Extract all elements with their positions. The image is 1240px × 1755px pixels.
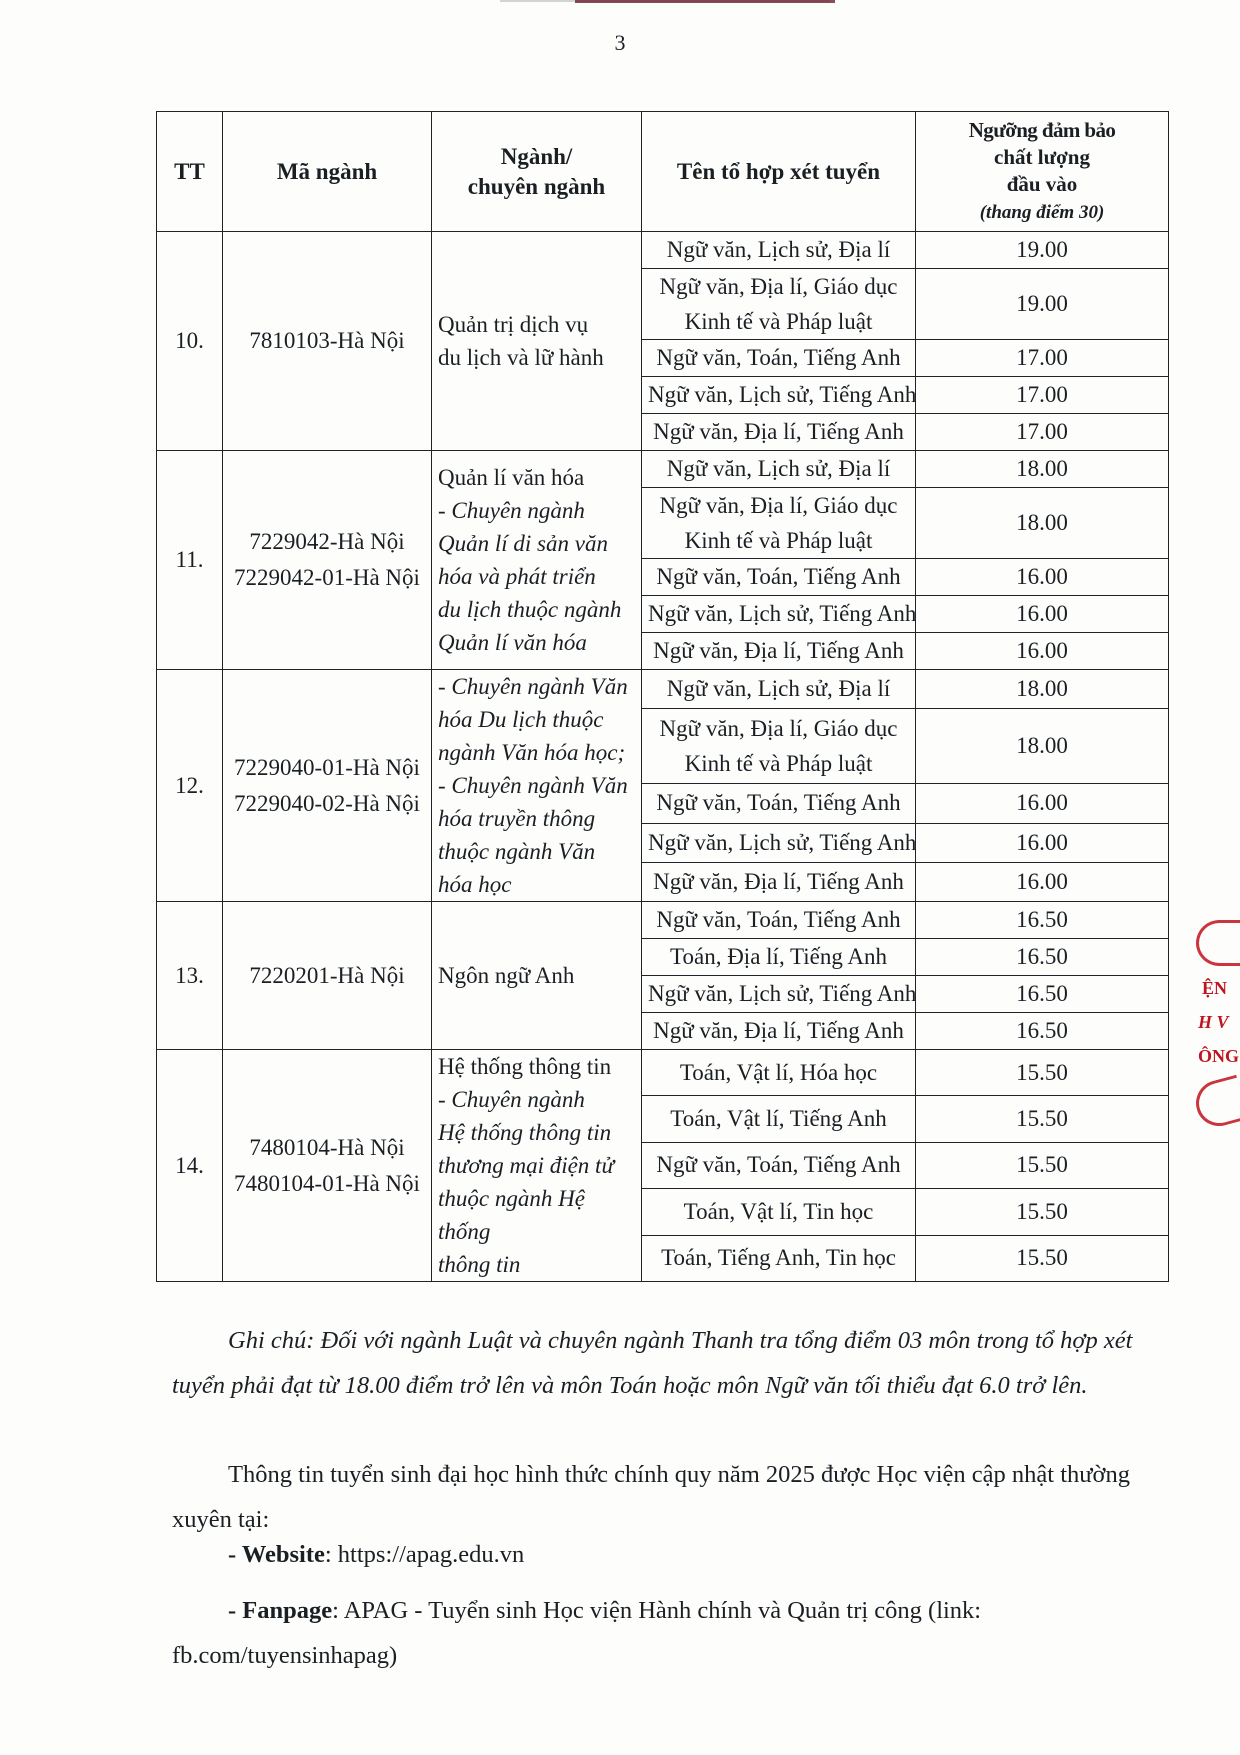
major-name-line: Quản trị dịch vụ xyxy=(438,312,589,337)
threshold-score: 18.00 xyxy=(916,488,1169,559)
major-code: 7220201-Hà Nội xyxy=(249,962,405,988)
major-name-line: Quản lí di sản văn xyxy=(438,531,608,556)
row-number: 14. xyxy=(157,1050,223,1282)
major-name-line: du lịch và lữ hành xyxy=(438,345,604,370)
major-name-line: - Chuyên ngành Văn xyxy=(438,773,628,798)
major-code: 7480104-01-Hà Nội xyxy=(234,1170,420,1196)
threshold-score: 17.00 xyxy=(916,377,1169,414)
threshold-score: 19.00 xyxy=(916,269,1169,340)
subject-combination: Ngữ văn, Toán, Tiếng Anh xyxy=(642,559,916,596)
major-name-cell xyxy=(432,902,642,1050)
subject-combination: Toán, Vật lí, Tin học xyxy=(642,1189,916,1235)
fanpage-line xyxy=(172,1588,1144,1678)
major-code: 7229040-01-Hà Nội xyxy=(234,754,420,780)
header-major-line1: Ngành/ xyxy=(500,143,573,169)
threshold-score: 16.00 xyxy=(916,862,1169,901)
subject-combination: Ngữ văn, Lịch sử, Tiếng Anh xyxy=(642,823,916,862)
major-name-line: thông tin xyxy=(438,1252,521,1277)
threshold-score: 15.50 xyxy=(916,1142,1169,1188)
stamp-arc-bottom xyxy=(1191,1075,1240,1132)
threshold-score: 15.50 xyxy=(916,1235,1169,1281)
threshold-score: 16.00 xyxy=(916,596,1169,633)
threshold-score: 15.50 xyxy=(916,1189,1169,1235)
row-number: 12. xyxy=(157,670,223,902)
threshold-score: 15.50 xyxy=(916,1050,1169,1096)
red-seal-stamp xyxy=(1196,920,1240,1130)
website-link[interactable]: : https://apag.edu.vn xyxy=(324,1541,525,1568)
subject-combination: Ngữ văn, Toán, Tiếng Anh xyxy=(642,902,916,939)
header-code: Mã ngành xyxy=(223,112,432,232)
subject-combination: Ngữ văn, Lịch sử, Địa lí xyxy=(642,451,916,488)
subject-combination-line: Kinh tế và Pháp luật xyxy=(684,528,873,553)
major-name-line: - Chuyên ngành xyxy=(438,498,585,523)
major-code: 7480104-Hà Nội xyxy=(249,1134,405,1160)
major-name-cell xyxy=(432,232,642,451)
threshold-score: 15.50 xyxy=(916,1096,1169,1142)
threshold-score: 16.50 xyxy=(916,1013,1169,1050)
subject-combination: Ngữ văn, Địa lí, Tiếng Anh xyxy=(642,862,916,901)
subject-combination xyxy=(642,269,916,340)
major-name-cell xyxy=(432,1050,642,1282)
threshold-score: 18.00 xyxy=(916,451,1169,488)
row-number: 11. xyxy=(157,451,223,670)
subject-combination: Toán, Vật lí, Hóa học xyxy=(642,1050,916,1096)
subject-combination-line: Ngữ văn, Địa lí, Giáo dục xyxy=(659,274,898,299)
subject-combination: Ngữ văn, Địa lí, Tiếng Anh xyxy=(642,633,916,670)
table-row xyxy=(157,232,1169,269)
info-paragraph: Thông tin tuyển sinh đại học hình thức chính quy năm 2025 được Học viện cập nhật thường xuyên tại: xyxy=(172,1461,1130,1533)
major-code-cell xyxy=(223,451,432,670)
major-name-line: Ngôn ngữ Anh xyxy=(438,963,575,988)
header-major-line2: chuyên ngành xyxy=(467,173,606,199)
major-name-line: Hệ thống thông tin xyxy=(438,1120,612,1145)
stamp-text-1: ỆN xyxy=(1202,978,1228,998)
subject-combination: Ngữ văn, Toán, Tiếng Anh xyxy=(642,784,916,823)
table-row xyxy=(157,670,1169,709)
threshold-score: 16.00 xyxy=(916,784,1169,823)
major-name-line: thương mại điện tử xyxy=(438,1153,614,1178)
major-name-line: du lịch thuộc ngành xyxy=(438,597,622,622)
threshold-score: 16.50 xyxy=(916,939,1169,976)
threshold-score: 16.00 xyxy=(916,823,1169,862)
threshold-score: 17.00 xyxy=(916,414,1169,451)
table-header-row xyxy=(157,112,1169,232)
header-score xyxy=(916,112,1169,232)
header-major xyxy=(432,112,642,232)
table-row xyxy=(157,1050,1169,1096)
major-name-line: - Chuyên ngành Văn xyxy=(438,674,628,699)
table-row xyxy=(157,451,1169,488)
major-code: 7229042-01-Hà Nội xyxy=(234,565,420,590)
major-name-line: hóa học xyxy=(438,872,512,897)
fanpage-link[interactable]: : APAG - Tuyển sinh Học viện Hành chính và Quản trị công (link: fb.com/tuyensinhapag) xyxy=(172,1597,982,1669)
subject-combination: Ngữ văn, Địa lí, Tiếng Anh xyxy=(642,414,916,451)
major-code-cell xyxy=(223,1050,432,1282)
row-number: 10. xyxy=(157,232,223,451)
page-number: 3 xyxy=(614,30,626,55)
stamp-text-3: ÔNG xyxy=(1198,1046,1240,1066)
header-score-scale: (thang điểm 30) xyxy=(979,202,1105,223)
threshold-score: 16.00 xyxy=(916,633,1169,670)
subject-combination: Toán, Địa lí, Tiếng Anh xyxy=(642,939,916,976)
threshold-score: 18.00 xyxy=(916,709,1169,784)
subject-combination: Ngữ văn, Địa lí, Tiếng Anh xyxy=(642,1013,916,1050)
major-code: 7229040-02-Hà Nội xyxy=(234,790,420,816)
major-name-line: Hệ thống thông tin xyxy=(438,1054,612,1079)
major-name-line: Quản lí văn hóa xyxy=(438,465,585,490)
major-name-line: - Chuyên ngành xyxy=(438,1087,585,1112)
row-number: 13. xyxy=(157,902,223,1050)
stamp-text-2: H V xyxy=(1198,1012,1229,1032)
major-name-line: Quản lí văn hóa xyxy=(438,630,587,655)
subject-combination: Ngữ văn, Lịch sử, Địa lí xyxy=(642,670,916,709)
major-name-line: hóa truyền thông xyxy=(438,806,596,831)
subject-combination-line: Kinh tế và Pháp luật xyxy=(684,309,873,334)
header-combo: Tên tổ hợp xét tuyển xyxy=(642,112,916,232)
subject-combination-line: Ngữ văn, Địa lí, Giáo dục xyxy=(659,493,898,518)
subject-combination: Ngữ văn, Toán, Tiếng Anh xyxy=(642,340,916,377)
header-score-line2: chất lượng xyxy=(994,145,1090,169)
header-score-line3: đầu vào xyxy=(1006,172,1078,196)
major-code-cell xyxy=(223,902,432,1050)
subject-combination: Ngữ văn, Lịch sử, Tiếng Anh xyxy=(642,596,916,633)
subject-combination xyxy=(642,488,916,559)
major-name-line: thuộc ngành Văn xyxy=(438,839,596,864)
major-code-cell xyxy=(223,232,432,451)
subject-combination: Ngữ văn, Toán, Tiếng Anh xyxy=(642,1142,916,1188)
major-code: 7810103-Hà Nội xyxy=(249,328,405,353)
subject-combination xyxy=(642,709,916,784)
threshold-score: 16.00 xyxy=(916,559,1169,596)
major-code-cell xyxy=(223,670,432,902)
header-score-line1: Ngưỡng đảm bảo xyxy=(968,118,1116,142)
header-tt: TT xyxy=(157,112,223,232)
major-name-cell xyxy=(432,670,642,902)
subject-combination: Ngữ văn, Lịch sử, Tiếng Anh xyxy=(642,976,916,1013)
header-decoration-bar xyxy=(575,0,835,3)
major-name-cell xyxy=(432,451,642,670)
note-paragraph: Ghi chú: Đối với ngành Luật và chuyên ngành Thanh tra tổng điểm 03 môn trong tổ hợp xét tuyển phải đạt từ 18.00 điểm trở lên và môn Toán hoặc môn Ngữ văn tối thiểu đạt 6.0 trở lên. xyxy=(172,1327,1133,1399)
stamp-arc-top xyxy=(1196,920,1240,966)
threshold-score: 16.50 xyxy=(916,976,1169,1013)
table-row xyxy=(157,902,1169,939)
admission-threshold-table xyxy=(156,111,1169,1282)
threshold-score: 18.00 xyxy=(916,670,1169,709)
major-name-line: hóa Du lịch thuộc xyxy=(438,707,604,732)
website-label: - Website xyxy=(228,1541,325,1568)
fanpage-label: - Fanpage xyxy=(228,1597,333,1624)
subject-combination: Toán, Vật lí, Tiếng Anh xyxy=(642,1096,916,1142)
threshold-score: 17.00 xyxy=(916,340,1169,377)
major-code: 7229042-Hà Nội xyxy=(249,529,405,554)
major-name-line: hóa và phát triển xyxy=(438,564,596,589)
threshold-score: 16.50 xyxy=(916,902,1169,939)
subject-combination-line: Kinh tế và Pháp luật xyxy=(684,751,873,777)
website-line xyxy=(228,1541,524,1569)
subject-combination: Ngữ văn, Lịch sử, Địa lí xyxy=(642,232,916,269)
subject-combination-line: Ngữ văn, Địa lí, Giáo dục xyxy=(659,716,898,742)
threshold-score: 19.00 xyxy=(916,232,1169,269)
major-name-line: thuộc ngành Hệ thống xyxy=(438,1186,585,1244)
subject-combination: Toán, Tiếng Anh, Tin học xyxy=(642,1235,916,1281)
subject-combination: Ngữ văn, Lịch sử, Tiếng Anh xyxy=(642,377,916,414)
major-name-line: ngành Văn hóa học; xyxy=(438,740,626,765)
